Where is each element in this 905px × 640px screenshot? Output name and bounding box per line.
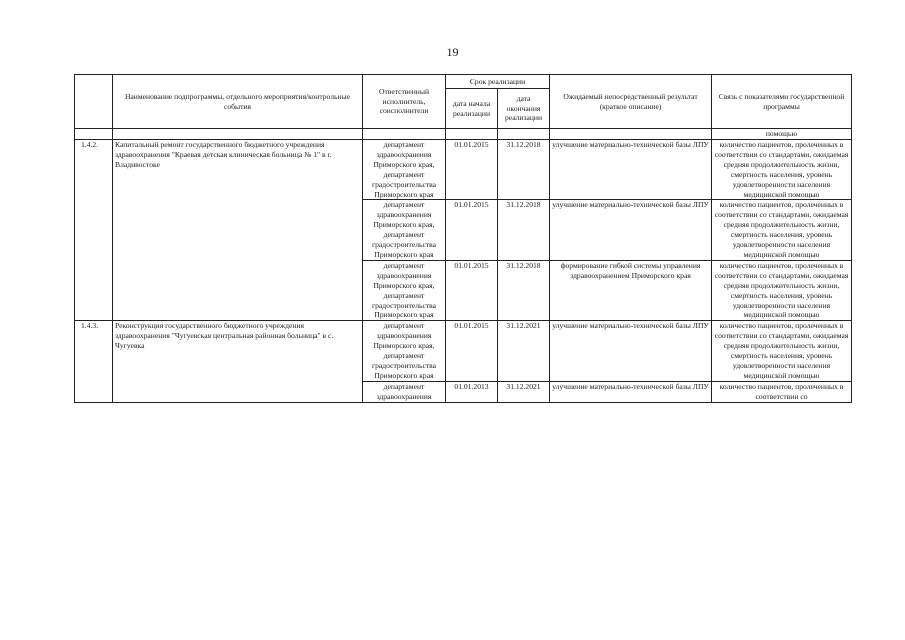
link-cell: количество пациентов, пролеченных в соответствии со стандартами, ожидаемая средняя продолжительность жизни, смертность населения, уровень удовлетворенности населения медицинской помощью (712, 260, 852, 320)
carryover-text: помощью (712, 129, 852, 140)
start-date-cell: 01.01.2015 (446, 321, 498, 381)
result-cell: улучшение материально-технической базы ЛПУ (550, 321, 712, 381)
implementation-plan-table (74, 74, 852, 403)
result-cell: формирование гибкой системы управления здравоохранением Приморского края (550, 260, 712, 320)
row-name: Реконструкция государственного бюджетного учреждения здравоохранения "Чугуевская центральная районная больница" в с. Чугуевка (113, 321, 363, 402)
executor-cell: департамент здравоохранения Приморского края, департамент градостроительства Приморского края (363, 260, 446, 320)
executor-cell: департамент здравоохранения Приморского края, департамент градостроительства Приморского края (363, 321, 446, 381)
table-row (75, 140, 852, 200)
header-end-cell: дата окончания реализации (498, 89, 550, 129)
link-cell: количество пациентов, пролеченных в соответствии со стандартами, ожидаемая средняя продолжительность жизни, смертность населения, уровень удовлетворенности населения медицинской помощью (712, 140, 852, 200)
header-row-top (75, 75, 852, 89)
row-number: 1.4.3. (75, 321, 113, 402)
result-cell: улучшение материально-технической базы ЛПУ (550, 200, 712, 260)
start-date-cell: 01.01.2015 (446, 200, 498, 260)
link-cell: количество пациентов, пролеченных в соответствии со стандартами, ожидаемая средняя продолжительность жизни, смертность населения, уровень удовлетворенности населения медицинской помощью (712, 200, 852, 260)
end-date-cell: 31.12.2018 (498, 260, 550, 320)
carryover-row (75, 129, 852, 140)
table-row (75, 321, 852, 381)
header-result-cell: Ожидаемый непосредственный результат (краткое описание) (550, 75, 712, 129)
header-start-cell: дата начала реализации (446, 89, 498, 129)
result-cell: улучшение материально-технической базы ЛПУ (550, 140, 712, 200)
header-executor-cell: Ответственный исполнитель, соисполнители (363, 75, 446, 129)
executor-cell: департамент здравоохранения Приморского края, департамент градостроительства Приморского края (363, 200, 446, 260)
page-number: 19 (446, 45, 459, 59)
header-period-cell: Срок реализации (446, 75, 550, 89)
link-cell: количество пациентов, пролеченных в соответствии со стандартами, ожидаемая средняя продолжительность жизни, смертность населения, уровень удовлетворенности населения медицинской помощью (712, 321, 852, 381)
start-date-cell: 01.01.2015 (446, 260, 498, 320)
header-num-cell (75, 75, 113, 129)
header-link-cell: Связь с показателями государственной программы (712, 75, 852, 129)
link-cell: количество пациентов, пролеченных в соответствии со (712, 381, 852, 402)
header-name-cell: Наименование подпрограммы, отдельного мероприятия/контрольные события (113, 75, 363, 129)
end-date-cell: 31.12.2021 (498, 321, 550, 381)
row-number: 1.4.2. (75, 140, 113, 321)
end-date-cell: 31.12.2021 (498, 381, 550, 402)
result-cell: улучшение материально-технической базы ЛПУ (550, 381, 712, 402)
row-name: Капитальный ремонт государственного бюджетного учреждения здравоохранения "Краевая детская клиническая больница № 1" в г. Владивостоке (113, 140, 363, 321)
end-date-cell: 31.12.2018 (498, 140, 550, 200)
start-date-cell: 01.01.2013 (446, 381, 498, 402)
executor-cell: департамент здравоохранения (363, 381, 446, 402)
end-date-cell: 31.12.2018 (498, 200, 550, 260)
executor-cell: департамент здравоохранения Приморского края, департамент градостроительства Приморского края (363, 140, 446, 200)
start-date-cell: 01.01.2015 (446, 140, 498, 200)
